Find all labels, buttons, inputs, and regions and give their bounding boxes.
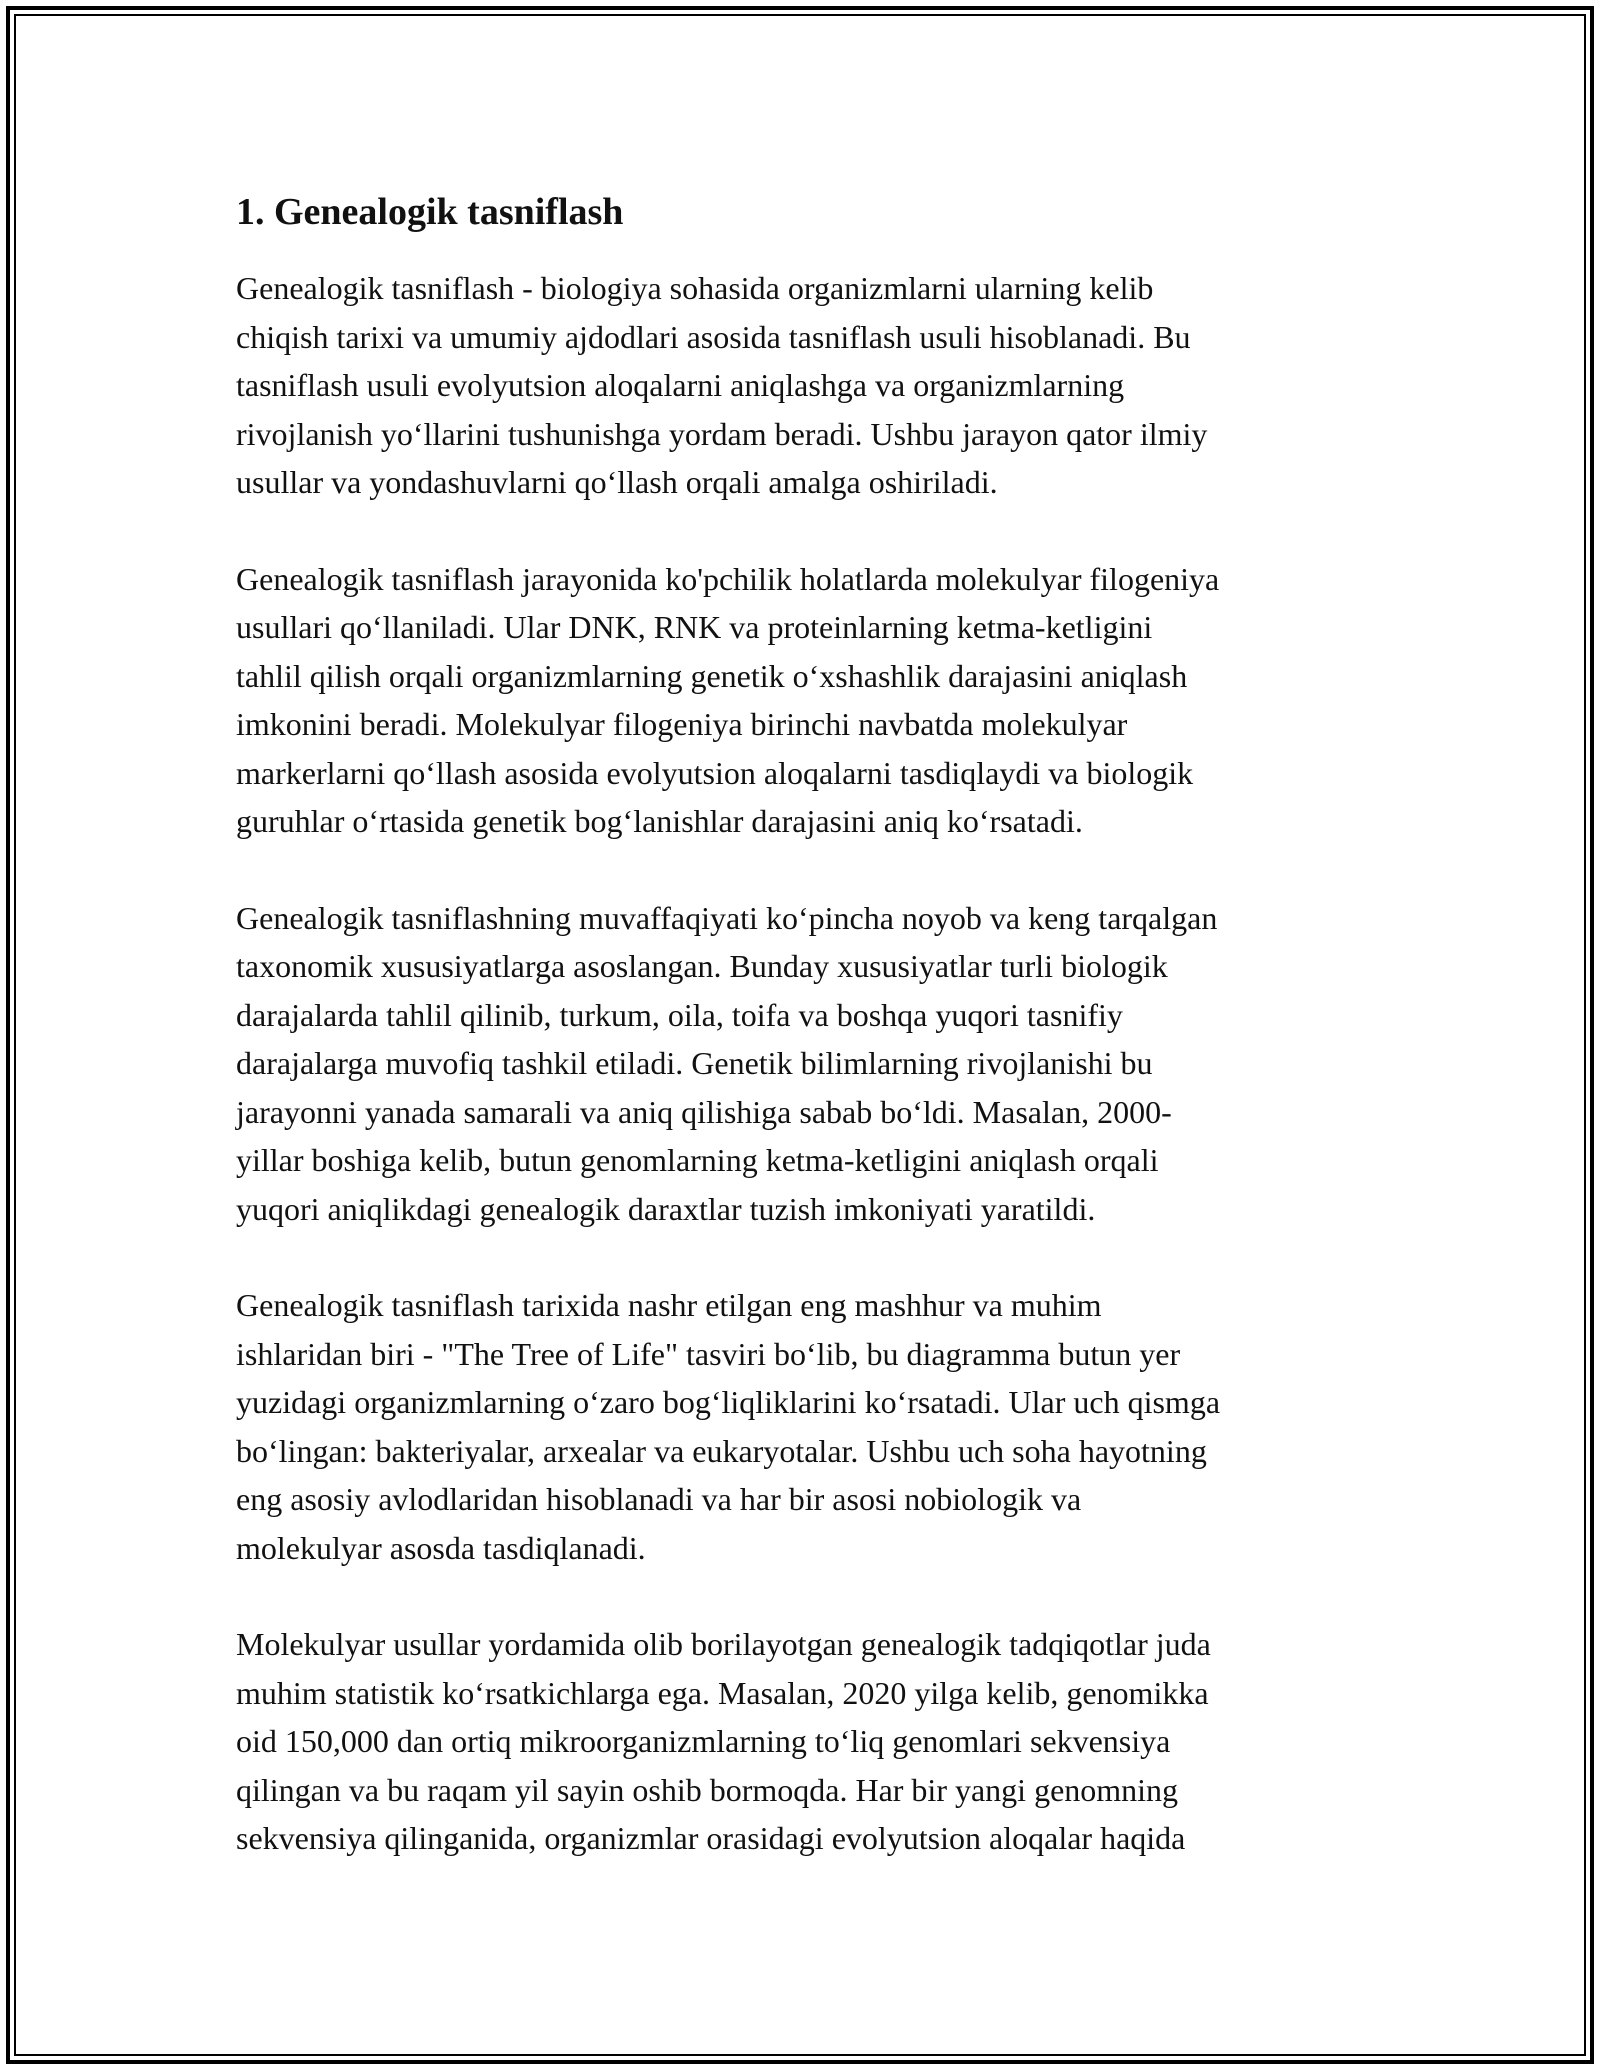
paragraph-line: Genealogik tasniflashning muvaffaqiyati koʻpincha noyob va keng tarqalgan [236,899,1218,936]
paragraph-line: chiqish tarixi va umumiy ajdodlari asosida tasniflash usuli hisoblanadi. Bu [236,318,1191,355]
paragraph-line: markerlarni qoʻllash asosida evolyutsion aloqalarni tasdiqlaydi va biologik [236,754,1194,791]
paragraph [236,894,1376,1234]
paragraph-line: yuzidagi organizmlarning oʻzaro bogʻliqliklarini koʻrsatadi. Ular uch qismga [236,1384,1221,1420]
paragraph-line: Molekulyar usullar yordamida olib borilayotgan genealogik tadqiqotlar juda [236,1626,1211,1662]
paragraph-line: oid 150,000 dan ortiq mikroorganizmlarning toʻliq genomlari sekvensiya [236,1723,1171,1759]
paragraph-line: jarayonni yanada samarali va aniq qilishiga sabab boʻldi. Masalan, 2000- [236,1093,1172,1130]
paragraph-line: usullar va yondashuvlarni qoʻllash orqali amalga oshiriladi. [236,464,998,500]
paragraph-line: tasniflash usuli evolyutsion aloqalarni aniqlashga va organizmlarning [236,367,1125,403]
paragraph-line: molekulyar asosda tasdiqlanadi. [236,1529,646,1566]
paragraph-line: Genealogik tasniflash tarixida nashr etilgan eng mashhur va muhim [236,1287,1102,1323]
paragraph-line: sekvensiya qilinganida, organizmlar orasidagi evolyutsion aloqalar haqida [236,1820,1186,1856]
paragraph-line: eng asosiy avlodlaridan hisoblanadi va har bir asosi nobiologik va [236,1481,1082,1517]
paragraph-line: ishlaridan biri - "The Tree of Life" tasviri boʻlib, bu diagramma butun yer [236,1335,1181,1372]
paragraph-line: darajalarda tahlil qilinib, turkum, oila, toifa va boshqa yuqori tasnifiy [236,996,1123,1033]
paragraph [236,1281,1376,1572]
paragraph-line: darajalarga muvofiq tashkil etiladi. Genetik bilimlarning rivojlanishi bu [236,1045,1153,1081]
section-heading: 1. Genealogik tasniflash [236,191,624,233]
paragraph-line: boʻlingan: bakteriyalar, arxealar va eukaryotalar. Ushbu uch soha hayotning [236,1432,1207,1469]
paragraph-line: usullari qoʻllaniladi. Ular DNK, RNK va proteinlarning ketma-ketligini [236,609,1153,645]
paragraph-line: yillar boshiga kelib, butun genomlarning ketma-ketligini aniqlash orqali [236,1142,1159,1178]
paragraph [236,1620,1376,1863]
document-body [236,186,1376,1911]
paragraph-line: qilingan va bu raqam yil sayin oshib bormoqda. Har bir yangi genomning [236,1771,1179,1808]
paragraph-line: Genealogik tasniflash - biologiya sohasida organizmlarni ularning kelib [236,270,1154,306]
paragraph [236,555,1376,846]
paragraph-line: muhim statistik koʻrsatkichlarga ega. Masalan, 2020 yilga kelib, genomikka [236,1674,1209,1711]
paragraph-line: Genealogik tasniflash jarayonida ko'pchilik holatlarda molekulyar filogeniya [236,560,1220,597]
paragraph-line: tahlil qilish orqali organizmlarning genetik oʻxshashlik darajasini aniqlash [236,657,1188,694]
paragraph-line: imkonini beradi. Molekulyar filogeniya birinchi navbatda molekulyar [236,706,1128,742]
paragraph-line: rivojlanish yoʻllarini tushunishga yordam beradi. Ushbu jarayon qator ilmiy [236,415,1208,452]
paragraph-line: yuqori aniqlikdagi genealogik daraxtlar tuzish imkoniyati yaratildi. [236,1190,1096,1227]
paragraph [236,264,1376,507]
paragraph-line: guruhlar oʻrtasida genetik bogʻlanishlar darajasini aniq koʻrsatadi. [236,803,1083,839]
paragraph-line: taxonomik xususiyatlarga asoslangan. Bunday xususiyatlar turli biologik [236,948,1168,984]
